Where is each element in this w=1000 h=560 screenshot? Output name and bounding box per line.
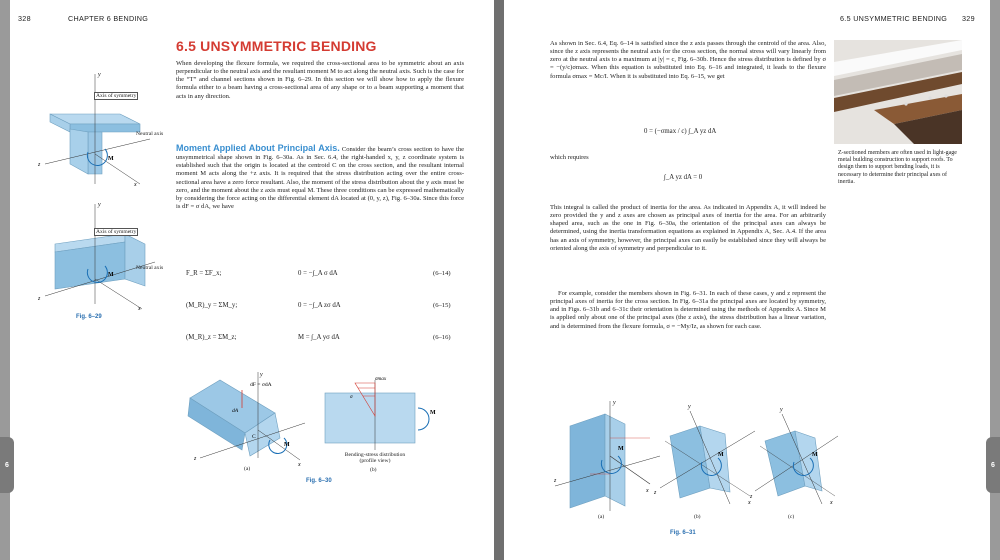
fig30-label-M-b: M — [430, 410, 436, 416]
fig30-caption: Fig. 6–30 — [306, 478, 332, 484]
z-section-photo — [834, 40, 962, 144]
figure-6-31 — [550, 396, 840, 516]
fig31c-axis-y: y — [780, 407, 783, 413]
fig31a-axis-y: y — [613, 400, 616, 406]
fig29-label-neutral-axis-2: Neutral axis — [136, 265, 164, 271]
which-requires: which requires — [550, 154, 589, 161]
equation-lhs-3: (M_R)_z = ΣM_z; — [186, 334, 237, 341]
fig31b-axis-x: x — [748, 500, 751, 506]
fig31c-moment: M — [812, 452, 818, 458]
fig31-sub-b: (b) — [694, 514, 701, 520]
right-page — [504, 0, 990, 560]
fig30-label-M-a: M — [284, 442, 290, 448]
paragraph-3: For example, consider the members shown in Fig. 6–31. In each of these cases, y and z represent the principal axes of inertia for the cross section. In Fig. 6–31a the principal axes are located by symmetry, and in Figs. 6–31b and 6–31c their orientation is determined using the methods of Appendix A. Since M is applied only about one of the principal axes (the z axis), the stress distribution has a linear variation, and is determined from the flexure formula, σ = −My/Iz, as shown for each case. — [550, 290, 826, 330]
equation-number-2: (6–15) — [433, 302, 451, 309]
fig31a-moment: M — [618, 446, 624, 452]
chapter-tab-right[interactable]: 6 — [986, 437, 1000, 493]
fig29-label-axis-symmetry-2: Axis of symmetry — [96, 229, 137, 235]
fig30-sub-a: (a) — [244, 466, 251, 472]
equation-rhs-1: 0 = −∫_A σ dA — [298, 270, 338, 277]
fig31b-moment: M — [718, 452, 724, 458]
figure-6-29 — [30, 64, 180, 314]
fig31a-axis-z: z — [554, 478, 557, 484]
equation-number-3: (6–16) — [433, 334, 451, 341]
photo-caption: Z-sectioned members are often used in light-gage metal building construction to support roofs. To design them to support bending loads, it is necessary to determine their principal axes of inertia. — [838, 150, 957, 185]
fig31c-axis-z: z — [750, 494, 753, 500]
fig30-label-sigma: σ — [350, 394, 353, 400]
fig29-axis-z2: z — [38, 296, 41, 302]
equation-lhs-2: (M_R)_y = ΣM_y; — [186, 302, 238, 309]
fig29-moment-2: M — [108, 272, 114, 278]
fig31b-axis-z: z — [654, 490, 657, 496]
subheading: Moment Applied About Principal Axis. — [176, 143, 340, 153]
left-page — [10, 0, 494, 560]
fig29-axis-y2: y — [98, 202, 101, 208]
equation-product-inertia-1: 0 = (−σmax / c) ∫_A yz dA — [644, 128, 717, 135]
page-number-left: 328 — [18, 14, 31, 23]
fig29-axis-y1: y — [98, 72, 101, 78]
section-title: 6.5 UNSYMMETRIC BENDING — [176, 38, 377, 54]
fig30-label-dA: dA — [232, 408, 239, 414]
fig31-sub-c: (c) — [788, 514, 795, 520]
equation-rhs-3: M = ∫_A yσ dA — [298, 334, 340, 341]
running-head: 6.5 UNSYMMETRIC BENDING — [840, 14, 948, 23]
principal-axis-section — [176, 144, 464, 211]
fig29-axis-x1: x — [134, 182, 137, 188]
fig31-sub-a: (a) — [598, 514, 605, 520]
fig30-axis-x: x — [298, 462, 301, 468]
subheading-paragraph: Consider the beam’s cross section to have the unsymmetrical shape shown in Fig. 6–30a. As in Sec. 6.4, the right-handed x, y, z coordinate system is established such that the origin is located at the centroid C on the cross section, and the resultant internal moment M acts along the +z axis. It is required that the stress distribution acting over the entire cross-sectional area have a zero force resultant. Also, the moment of the stress distribution about the y axis must be zero, and the moment about the z axis must equal M. These three conditions can be expressed mathematically by considering the force acting on the differential element dA located at (0, y, z), Fig. 6–30a. Since this force is dF = σ dA, we have — [176, 146, 464, 211]
chapter-heading: CHAPTER 6 BENDING — [68, 14, 149, 23]
fig30-label-C: C — [252, 434, 256, 440]
fig31b-axis-y: y — [688, 404, 691, 410]
equation-number-1: (6–14) — [433, 270, 451, 277]
fig29-axis-z1: z — [38, 162, 41, 168]
fig29-axis-x2: x — [138, 306, 141, 312]
fig30-b-title: Bending-stress distribution (profile view) — [344, 452, 406, 464]
fig29-moment-1: M — [108, 156, 114, 162]
equation-rhs-2: 0 = −∫_A zσ dA — [298, 302, 341, 309]
paragraph-1: As shown in Sec. 6.4, Eq. 6–14 is satisfied since the z axis passes through the centroid of the area. Also, since the z axis represents the neutral axis for the cross section, the normal stress will vary linearly from zero at the neutral axis to a maximum at |y| = c, Fig. 6–30b. Hence the stress distribution is defined by σ = −(y/c)σmax. When this equation is substituted into Eq. 6–16 and integrated, it leads to the flexure formula σmax = Mc/I. When it is substituted into Eq. 6–15, we get — [550, 40, 826, 80]
fig31-caption: Fig. 6–31 — [670, 530, 696, 536]
book-spine — [494, 0, 504, 560]
chapter-tab-left[interactable]: 6 — [0, 437, 14, 493]
fig31a-axis-x: x — [646, 488, 649, 494]
fig31c-axis-x: x — [830, 500, 833, 506]
equation-product-inertia-2: ∫_A yz dA = 0 — [664, 174, 703, 181]
page-number-right: 329 — [962, 14, 975, 23]
fig29-caption: Fig. 6–29 — [76, 314, 102, 320]
fig30-axis-y: y — [260, 372, 263, 378]
fig30-label-dF: dF = σdA — [250, 382, 272, 388]
fig30-label-sigma-max: σmax — [375, 376, 387, 382]
fig29-label-neutral-axis-1: Neutral axis — [136, 131, 164, 137]
fig29-label-axis-symmetry-1: Axis of symmetry — [96, 93, 137, 99]
intro-paragraph: When developing the flexure formula, we required the cross-sectional area to be symmetric about an axis perpendicular to the neutral axis and the resultant moment M to act along the neutral axis. Such is the case for the “T” and channel sections shown in Fig. 6–29. In this section we will show how to apply the flexure formula either to a beam having a cross-sectional area of any shape or to a beam supporting a moment that acts in any direction. — [176, 60, 464, 100]
fig30-axis-z: z — [194, 456, 197, 462]
equation-lhs-1: F_R = ΣF_x; — [186, 270, 222, 277]
fig30-sub-b: (b) — [370, 467, 377, 473]
paragraph-2: This integral is called the product of inertia for the area. As indicated in Appendix A, it will indeed be zero provided the y and z axes are chosen as principal axes of inertia for the area. For an arbitrarily shaped area, such as the one in Fig. 6–30a, the orientation of the principal axes can always be determined, using the inertia transformation equations as explained in Appendix A, Sec. A.4. If the area has an axis of symmetry, however, the principal axes can easily be established since they will always be oriented along the axis of symmetry and perpendicular to it. — [550, 204, 826, 252]
